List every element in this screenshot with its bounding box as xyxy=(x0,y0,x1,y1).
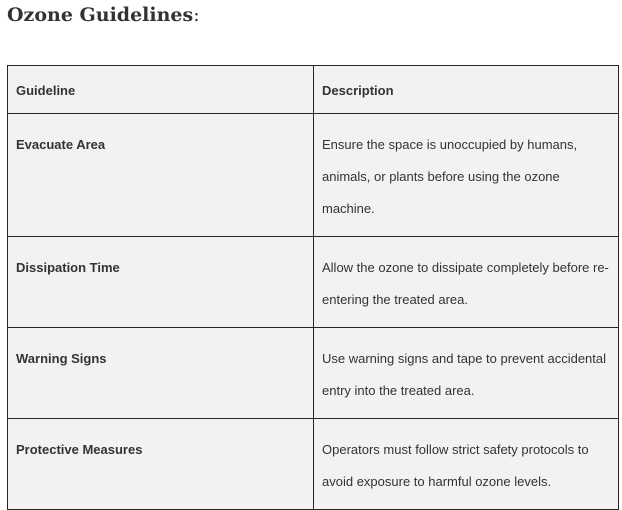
ozone-guidelines-table xyxy=(7,65,619,510)
description-cell: Use warning signs and tape to prevent accidental entry into the treated area. xyxy=(314,328,619,419)
guideline-cell: Protective Measures xyxy=(8,419,314,510)
table-row xyxy=(8,237,619,328)
column-header-description: Description xyxy=(314,66,619,114)
guideline-cell: Warning Signs xyxy=(8,328,314,419)
table-row xyxy=(8,114,619,237)
page-title-text: Ozone Guidelines xyxy=(7,4,194,26)
description-cell: Ensure the space is unoccupied by humans, animals, or plants before using the ozone machine. xyxy=(314,114,619,237)
description-cell: Allow the ozone to dissipate completely before re-entering the treated area. xyxy=(314,237,619,328)
table-row xyxy=(8,328,619,419)
description-cell: Operators must follow strict safety protocols to avoid exposure to harmful ozone levels. xyxy=(314,419,619,510)
guideline-cell: Dissipation Time xyxy=(8,237,314,328)
page-title-colon: : xyxy=(193,4,200,26)
column-header-guideline: Guideline xyxy=(8,66,314,114)
page-title xyxy=(7,4,200,26)
table-row xyxy=(8,419,619,510)
table-header-row xyxy=(8,66,619,114)
guideline-cell: Evacuate Area xyxy=(8,114,314,237)
